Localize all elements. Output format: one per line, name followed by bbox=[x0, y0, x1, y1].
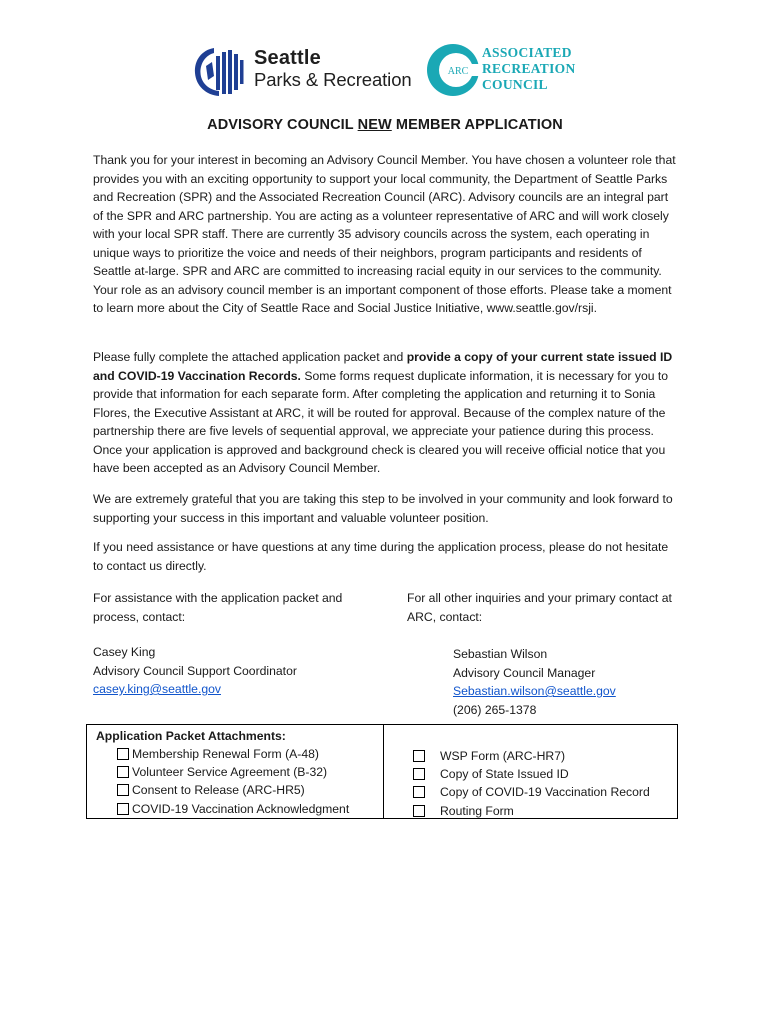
title-prefix: ADVISORY COUNCIL bbox=[207, 117, 358, 133]
spr-logo-line1: Seattle bbox=[254, 47, 321, 69]
contact-intro-left: For assistance with the application packet and process, contact: bbox=[93, 591, 343, 624]
title-suffix: MEMBER APPLICATION bbox=[391, 117, 563, 133]
intro-paragraph-text: Thank you for your interest in becoming an Advisory Council Member. You have chosen a volunteer role that provides you with an exciting opportunity to support your local community, the Department of Seattle Parks and Recreation (SPR) and the Associated Recreation Council (ARC). Advisory councils are an integral part of the SPR and ARC partnership. You are acting as a volunteer representative of ARC and will work closely with your local SPR staff. There are currently 35 advisory councils across the system, each operating in unique ways to prioritize the voice and needs of their neighbors, program participants and residents of Seattle at-large. SPR and ARC are committed to increasing racial equity in our services to the community. Your role as an advisory council member is an important component of those efforts. Please take a moment to learn more about the City of Seattle Race and Social Justice Initiative, www.seattle.gov/rsji. bbox=[93, 153, 676, 315]
seattle-parks-logo bbox=[192, 46, 422, 98]
checkbox[interactable] bbox=[117, 748, 129, 760]
contact-role: Advisory Council Manager bbox=[453, 665, 596, 680]
list-item bbox=[117, 745, 349, 763]
checkbox[interactable] bbox=[413, 750, 425, 762]
contact-phone: (206) 265-1378 bbox=[453, 702, 537, 717]
checkbox[interactable] bbox=[117, 803, 129, 815]
arc-logo-line1: ASSOCIATED bbox=[482, 45, 572, 60]
attachments-list-left bbox=[117, 745, 349, 818]
attachment-label: Consent to Release (ARC-HR5) bbox=[132, 783, 305, 798]
list-item bbox=[117, 800, 349, 818]
arc-logo bbox=[425, 42, 595, 100]
attachments-list-right bbox=[413, 747, 650, 820]
attachment-label: Routing Form bbox=[440, 803, 514, 818]
checkbox[interactable] bbox=[413, 768, 425, 780]
gratitude-paragraph bbox=[93, 490, 681, 527]
arc-logo-line2: RECREATION bbox=[482, 61, 576, 76]
assistance-paragraph-text: If you need assistance or have questions at any time during the application process, please do not hesitate to contact us directly. bbox=[93, 540, 669, 573]
contact-role: Advisory Council Support Coordinator bbox=[93, 663, 297, 678]
contact-name: Casey King bbox=[93, 645, 156, 659]
checkbox[interactable] bbox=[117, 766, 129, 778]
arc-logo-line3: COUNCIL bbox=[482, 77, 548, 92]
list-item bbox=[413, 802, 650, 820]
list-item bbox=[117, 763, 349, 781]
page-title bbox=[0, 117, 770, 133]
instructions-text-start: Please fully complete the attached application packet and bbox=[93, 350, 407, 364]
list-item bbox=[413, 783, 650, 801]
title-emphasis: NEW bbox=[357, 117, 392, 133]
contact-intro-right: For all other inquiries and your primary contact at ARC, contact: bbox=[407, 591, 672, 624]
attachment-label: Copy of State Issued ID bbox=[440, 767, 569, 782]
contact-email-link[interactable]: Sebastian.wilson@seattle.gov bbox=[453, 684, 616, 698]
intro-paragraph bbox=[93, 151, 681, 318]
instructions-text-bold: provide a copy of your current state issued ID and COVID-19 Vaccination Records. bbox=[93, 350, 673, 383]
checkbox[interactable] bbox=[413, 805, 425, 817]
instructions-paragraph bbox=[93, 348, 681, 478]
contact-card-casey bbox=[93, 643, 297, 699]
checkbox[interactable] bbox=[413, 786, 425, 798]
attachment-label: WSP Form (ARC-HR7) bbox=[440, 749, 566, 763]
attachments-table bbox=[86, 724, 678, 819]
list-item bbox=[413, 765, 650, 783]
list-item bbox=[117, 781, 349, 799]
seattle-seal-icon bbox=[192, 46, 246, 98]
contact-email-link[interactable]: casey.king@seattle.gov bbox=[93, 682, 221, 696]
arc-mark-text: ARC bbox=[447, 66, 469, 77]
list-item bbox=[413, 747, 650, 765]
attachment-label: COVID-19 Vaccination Acknowledgment bbox=[132, 801, 350, 816]
attachment-label: Volunteer Service Agreement (B-32) bbox=[132, 765, 328, 780]
checkbox[interactable] bbox=[117, 784, 129, 796]
instructions-text-end: Some forms request duplicate information, it is necessary for you to provide that information for each separate form. After completing the application and returning it to Sonia Flores, the Executive Assistant at ARC, it will be routed for approval. Because of the complex nature of the partnership there are five levels of sequential approval, we appreciate your patience during this process. Once your application is approved and background check is cleared you will receive official notice that you have been accepted as an Advisory Council Member. bbox=[93, 368, 669, 475]
table-divider bbox=[383, 725, 384, 818]
contact-card-sebastian bbox=[453, 645, 616, 719]
arc-circle-icon bbox=[425, 42, 481, 98]
header-logos bbox=[192, 42, 592, 102]
attachment-label: Membership Renewal Form (A-48) bbox=[132, 747, 319, 761]
spr-logo-line2: Parks & Recreation bbox=[254, 69, 412, 90]
attachment-label: Copy of COVID-19 Vaccination Record bbox=[440, 785, 650, 800]
attachments-heading: Application Packet Attachments: bbox=[96, 729, 286, 743]
assistance-paragraph bbox=[93, 538, 681, 575]
gratitude-paragraph-text: We are extremely grateful that you are taking this step to be involved in your community and look forward to supporting your success in this important and valuable volunteer position. bbox=[93, 492, 673, 525]
contact-name: Sebastian Wilson bbox=[453, 647, 548, 661]
